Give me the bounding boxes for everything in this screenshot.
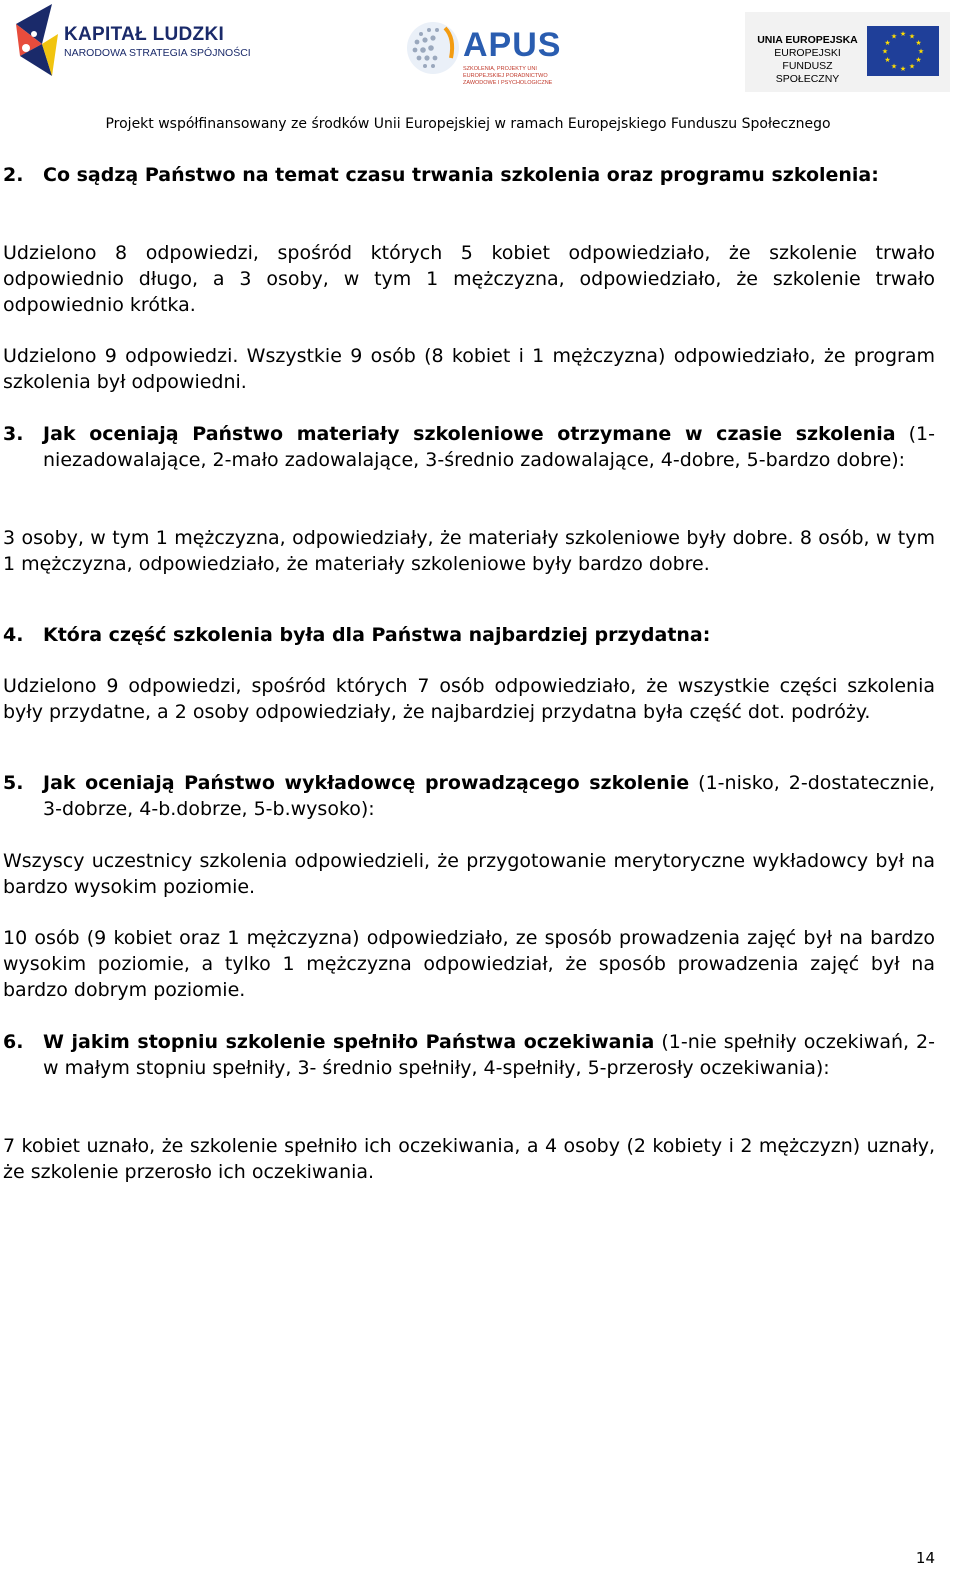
svg-text:★: ★	[890, 62, 898, 71]
eu-line-2: EUROPEJSKI	[774, 47, 841, 59]
eu-logo	[745, 12, 950, 92]
question-bold: Co sądzą Państwo na temat czasu trwania szkolenia oraz programu szkolenia:	[43, 164, 879, 186]
question-bold: Jak oceniają Państwo wykładowcę prowadzącego szkolenie	[43, 772, 690, 794]
question-3	[3, 421, 935, 473]
document-header	[0, 0, 960, 132]
question-4	[3, 622, 935, 648]
answer-paragraph: 3 osoby, w tym 1 mężczyzna, odpowiedziały, że materiały szkoleniowe były dobre. 8 osób, w tym 1 mężczyzna, odpowiedziało, że materiały szkoleniowe były bardzo dobre.	[3, 527, 935, 575]
eu-logo-text	[755, 34, 860, 86]
question-number: 2.	[3, 164, 24, 186]
svg-text:★: ★	[881, 47, 889, 56]
answer-paragraph: Udzielono 9 odpowiedzi, spośród których 7 osób odpowiedziało, że wszystkie części szkolenia były przydatne, a 2 osoby odpowiedziały, że najbardziej przydatna była część dot. podróży.	[3, 675, 935, 723]
answer-paragraph: 10 osób (9 kobiet oraz 1 mężczyzna) odpowiedziało, ze sposób prowadzenia zajęć był na bardzo wysokim poziomie, a tylko 1 mężczyzna odpowiedział, że sposób prowadzenia zajęć był na bardzo dobrym poziomie.	[3, 927, 935, 1001]
eu-line-1: UNIA EUROPEJSKA	[757, 34, 858, 46]
question-5	[3, 770, 935, 822]
question-number: 3.	[3, 423, 24, 445]
question-bold: W jakim stopniu szkolenie spełniło Państwa oczekiwania	[43, 1031, 655, 1053]
kapital-ludzki-title: KAPITAŁ LUDZKI	[64, 24, 225, 45]
page-number: 14	[915, 1549, 935, 1567]
question-scale: (1-niezadowalające, 2-mało zadowalające, 3-średnio zadowalające, 4-dobre, 5-bardzo dobre):	[43, 423, 935, 471]
question-text	[43, 421, 935, 473]
apus-logo	[405, 12, 575, 88]
question-number: 6.	[3, 1031, 24, 1053]
question-text	[43, 162, 935, 188]
question-2	[3, 162, 935, 188]
apus-name: APUS	[463, 26, 562, 64]
svg-text:★: ★	[899, 30, 907, 38]
apus-subtitle: SZKOLENIA, PROJEKTY UNI EUROPEJSKIEJ PORADNICTWO ZAWODOWE I PSYCHOLOGICZNE	[463, 66, 553, 86]
question-scale: (1-nisko, 2-dostatecznie, 3-dobrze, 4-b.dobrze, 5-b.wysoko):	[43, 772, 935, 820]
svg-text:★: ★	[915, 56, 922, 64]
question-scale: (1-nie spełniły oczekiwań, 2-w małym stopniu spełniły, 3- średnio spełniły, 4-spełniły, 5-przerosły oczekiwania):	[43, 1031, 935, 1079]
kapital-ludzki-emblem-icon	[12, 4, 60, 80]
kapital-ludzki-subtitle: NARODOWA STRATEGIA SPÓJNOŚCI	[64, 47, 251, 59]
answer-paragraph: Udzielono 8 odpowiedzi, spośród których 5 kobiet odpowiedziało, że szkolenie trwało odpowiednio długo, a 3 osoby, w tym 1 mężczyzna, odpowiedziało, że szkolenie trwało odpowiednio krótka.	[3, 242, 935, 316]
svg-text:★: ★	[884, 39, 891, 47]
question-number: 5.	[3, 772, 24, 794]
eu-line-3: FUNDUSZ SPOŁECZNY	[775, 60, 840, 85]
question-bold: Która część szkolenia była dla Państwa najbardziej przydatna:	[43, 624, 711, 646]
answer-paragraph: 7 kobiet uznało, że szkolenie spełniło ich oczekiwania, a 4 osoby (2 kobiety i 2 mężczyzn) uznały, że szkolenie przerosło ich oczekiwania.	[3, 1135, 935, 1183]
answer-paragraph: Udzielono 9 odpowiedzi. Wszystkie 9 osób (8 kobiet i 1 mężczyzna) odpowiedziało, że program szkolenia był odpowiedni.	[3, 345, 935, 393]
question-text	[43, 770, 935, 822]
globe-icon	[405, 18, 461, 78]
svg-text:★: ★	[884, 56, 891, 64]
svg-text:★: ★	[908, 32, 916, 41]
svg-text:★: ★	[917, 47, 925, 56]
eu-flag-icon	[867, 26, 939, 76]
svg-text:★: ★	[915, 39, 922, 47]
question-text	[43, 622, 935, 648]
svg-text:★: ★	[899, 65, 907, 73]
kapital-ludzki-logo	[12, 4, 251, 84]
svg-text:★: ★	[908, 62, 916, 71]
answer-paragraph: Wszyscy uczestnicy szkolenia odpowiedzieli, że przygotowanie merytoryczne wykładowcy był na bardzo wysokim poziomie.	[3, 850, 935, 898]
question-text	[43, 1029, 935, 1081]
question-6	[3, 1029, 935, 1081]
cofinancing-note: Projekt współfinansowany ze środków Unii Europejskiej w ramach Europejskiego Funduszu Społecznego	[105, 116, 831, 132]
question-bold: Jak oceniają Państwo materiały szkoleniowe otrzymane w czasie szkolenia	[43, 423, 896, 445]
svg-text:★: ★	[890, 32, 898, 41]
question-number: 4.	[3, 624, 24, 646]
